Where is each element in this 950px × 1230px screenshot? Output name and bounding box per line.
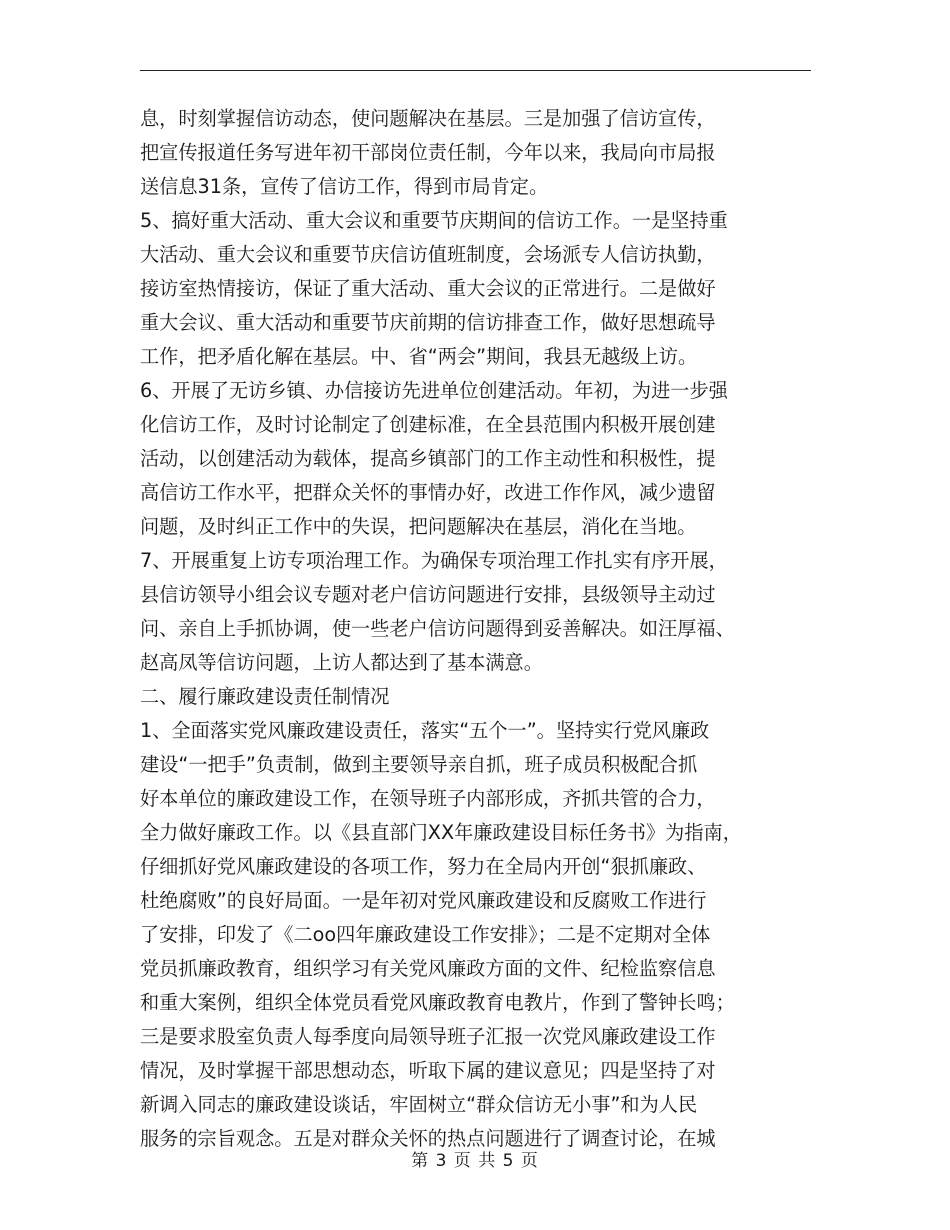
text-line: 仔细抓好党风廉政建设的各项工作，努力在全局内开创“狠抓廉政、 (140, 855, 707, 878)
text-line: 县信访领导小组会议专题对老户信访问题进行安排，县级领导主动过 (140, 583, 716, 606)
text-line: 和重大案例，组织全体党员看党风廉政教育电教片，作到了警钟长鸣； (140, 991, 735, 1014)
text-line: 大活动、重大会议和重要节庆信访值班制度，会场派专人信访执勤， (140, 243, 716, 266)
text-line: 全力做好廉政工作。以《县直部门XX年廉政建设目标任务书》为指南， (140, 821, 742, 844)
section-heading: 二、履行廉政建设责任制情况 (140, 685, 390, 708)
text-line: 1、全面落实党风廉政建设责任，落实“五个一”。坚持实行党风廉政 (140, 719, 710, 742)
text-line: 服务的宗旨观念。五是对群众关怀的热点问题进行了调查讨论，在城 (140, 1127, 716, 1150)
text-line: 息，时刻掌握信访动态，使问题解决在基层。三是加强了信访宣传， (140, 107, 716, 130)
text-line: 6、开展了无访乡镇、办信接访先进单位创建活动。年初，为进一步强 (140, 379, 728, 402)
text-line: 建设“一把手”负责制，做到主要领导亲自抓，班子成员积极配合抓 (140, 753, 698, 776)
text-line: 重大会议、重大活动和重要节庆前期的信访排查工作，做好思想疏导 (140, 311, 716, 334)
text-line: 问题，及时纠正工作中的失误，把问题解决在基层，消化在当地。 (140, 515, 697, 538)
text-line: 赵高凤等信访问题，上访人都达到了基本满意。 (140, 651, 543, 674)
text-line: 接访室热情接访，保证了重大活动、重大会议的正常进行。二是做好 (140, 277, 716, 300)
body-text (140, 102, 811, 1156)
text-line: 送信息31条，宣传了信访工作，得到市局肯定。 (140, 175, 549, 198)
page-number-footer: 第 3 页 共 5 页 (411, 1151, 539, 1171)
header-rule (140, 70, 811, 71)
text-line: 问、亲自上手抓协调，使一些老户信访问题得到妥善解决。如汪厚福、 (140, 617, 735, 640)
text-line: 情况，及时掌握干部思想动态，听取下属的建议意见；四是坚持了对 (140, 1059, 716, 1082)
text-line: 了安排，印发了《二oo四年廉政建设工作安排》；二是不定期对全体 (140, 923, 711, 946)
text-line: 好本单位的廉政建设工作，在领导班子内部形成，齐抓共管的合力， (140, 787, 716, 810)
text-line: 7、开展重复上访专项治理工作。为确保专项治理工作扎实有序开展， (140, 549, 728, 572)
text-line: 5、搞好重大活动、重大会议和重要节庆期间的信访工作。一是坚持重 (140, 209, 728, 232)
text-line: 新调入同志的廉政建设谈话，牢固树立“群众信访无小事”和为人民 (140, 1093, 698, 1116)
text-line: 把宣传报道任务写进年初干部岗位责任制，今年以来，我局向市局报 (140, 141, 716, 164)
text-line: 三是要求股室负责人每季度向局领导班子汇报一次党风廉政建设工作 (140, 1025, 716, 1048)
text-line: 党员抓廉政教育，组织学习有关党风廉政方面的文件、纪检监察信息 (140, 957, 716, 980)
text-line: 杜绝腐败”的良好局面。一是年初对党风廉政建设和反腐败工作进行 (140, 889, 707, 912)
text-line: 工作，把矛盾化解在基层。中、省“两会”期间，我县无越级上访。 (140, 345, 698, 368)
text-line: 化信访工作，及时讨论制定了创建标准，在全县范围内积极开展创建 (140, 413, 716, 436)
text-line: 高信访工作水平，把群众关怀的事情办好，改进工作作风，减少遗留 (140, 481, 716, 504)
text-line: 活动，以创建活动为载体，提高乡镇部门的工作主动性和积极性，提 (140, 447, 716, 470)
